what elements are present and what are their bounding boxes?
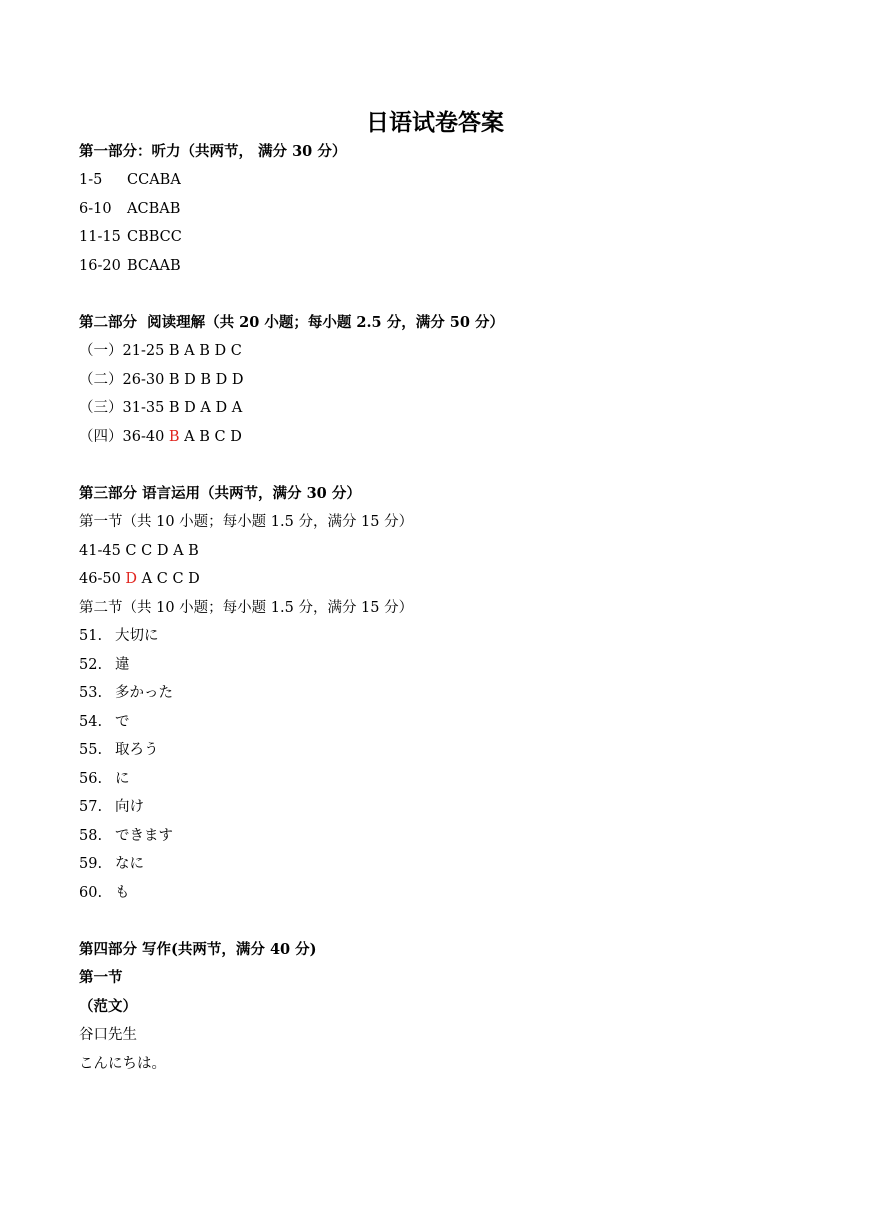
part2-row [79, 370, 244, 390]
part3-section1-heading: 第一节（共 10 小题；每小题 1.5 分，满分 15 分） [79, 514, 414, 530]
answer-line [79, 883, 130, 903]
part4-heading: 第四部分 写作(共两节，满分 40 分) [79, 941, 317, 958]
part4-section1: 第一节 [79, 969, 123, 986]
row-answers: BCAAB [127, 258, 181, 274]
answer-text: 違 [115, 657, 130, 673]
row-answers: A B C D [179, 429, 242, 445]
answer-number: 52. [79, 657, 103, 673]
answer-text: に [115, 771, 130, 787]
row-range: 6-10 [79, 201, 112, 217]
part3-heading: 第三部分 语言运用（共两节，满分 30 分） [79, 485, 361, 502]
answer-text: できます [115, 828, 173, 844]
page-title: 日语试卷答案 [366, 109, 504, 136]
answer-text: 向け [115, 799, 144, 815]
answer-text: 大切に [115, 628, 159, 644]
part1-row [79, 256, 181, 276]
row-range: 1-5 [79, 172, 103, 188]
row-label: 41-45 [79, 543, 121, 559]
sample-essay-label: （范文） [79, 998, 137, 1015]
part1-row [79, 227, 182, 247]
part2-heading: 第二部分 阅读理解（共 20 小题；每小题 2.5 分，满分 50 分） [79, 314, 504, 331]
answer-line [79, 626, 159, 646]
row-label: （四）36-40 [79, 429, 169, 445]
answer-number: 54. [79, 714, 103, 730]
part3-row [79, 569, 200, 589]
row-answers: CCABA [127, 172, 181, 188]
answer-number: 55. [79, 742, 103, 758]
answer-line [79, 797, 144, 817]
row-answers: ACBAB [127, 201, 181, 217]
part3-section2-heading: 第二节（共 10 小题；每小题 1.5 分，满分 15 分） [79, 600, 414, 616]
row-answers: CBBCC [127, 229, 182, 245]
answer-number: 58. [79, 828, 103, 844]
highlighted-answer: B [168, 429, 180, 445]
answer-number: 53. [79, 685, 103, 701]
part2-row [79, 341, 242, 361]
answer-number: 59. [79, 856, 103, 872]
answer-number: 57. [79, 799, 103, 815]
answer-number: 51. [79, 628, 103, 644]
row-label: （三）31-35 [79, 400, 165, 416]
part3-row [79, 541, 199, 561]
answer-text: 取ろう [115, 742, 159, 758]
answer-line [79, 826, 173, 846]
essay-salutation: 谷口先生 [79, 1027, 137, 1043]
row-answers: B D A D A [164, 400, 243, 416]
part2-row [79, 427, 242, 447]
answer-line [79, 683, 173, 703]
answer-line [79, 769, 130, 789]
answer-number: 60. [79, 885, 103, 901]
answer-line [79, 655, 130, 675]
part1-row [79, 199, 180, 219]
row-answers: A C C D [137, 571, 200, 587]
row-answers: B D B D D [164, 372, 244, 388]
answer-line [79, 740, 159, 760]
row-range: 11-15 [79, 229, 121, 245]
answer-text: で [115, 714, 130, 730]
part1-row [79, 170, 181, 190]
answer-text: も [115, 885, 130, 901]
row-answers: C C D A B [120, 543, 199, 559]
essay-greeting: こんにちは。 [79, 1056, 166, 1072]
answer-number: 56. [79, 771, 103, 787]
row-label: （一）21-25 [79, 343, 165, 359]
part1-heading: 第一部分：听力（共两节， 满分 30 分） [79, 143, 347, 160]
answer-text: 多かった [115, 685, 173, 701]
row-range: 16-20 [79, 258, 121, 274]
answer-line [79, 712, 130, 732]
row-label: 46-50 [79, 571, 126, 587]
row-label: （二）26-30 [79, 372, 165, 388]
row-answers: B A B D C [164, 343, 242, 359]
highlighted-answer: D [125, 571, 138, 587]
answer-text: なに [115, 856, 144, 872]
part2-row [79, 398, 242, 418]
answer-line [79, 854, 144, 874]
